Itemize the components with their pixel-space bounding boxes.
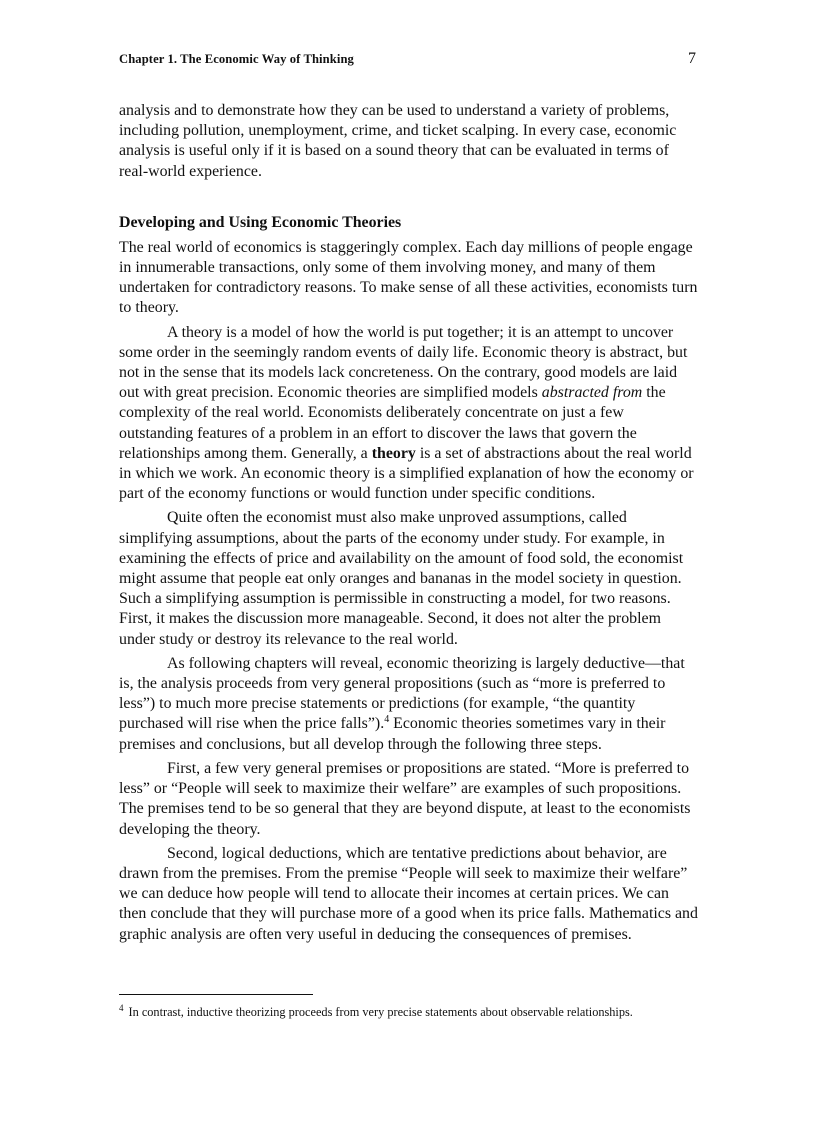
intro-paragraph: analysis and to demonstrate how they can be used to understand a variety of problems, including pollution, unemployment, crime, and ticket scalping. In every case, economic analysis is useful only if it is based on a sound theory that can be evaluated in terms of real-world experience. — [119, 102, 677, 180]
footnote — [119, 1004, 709, 1020]
paragraph-5: First, a few very general premises or propositions are stated. “More is preferred to less” or “People will seek to maximize their welfare” are examples of such propositions. The premises tend to be so general that they are beyond dispute, at least to the economists developing the theory. — [119, 759, 691, 838]
paragraph-3: Quite often the economist must also make unproved assumptions, called simplifying assumptions, about the parts of the economy under study. For example, in examining the effects of price and availability on the amount of food sold, the economist might assume that people eat only oranges and bananas in the model society in question. Such a simplifying assumption is permissible in constructing a model, for two reasons. First, it makes the discussion more manageable. Second, it does not alter the problem under study or destroy its relevance to the real world. — [119, 509, 684, 648]
page-number: 7 — [688, 50, 696, 67]
footnote-reference[interactable]: 4 — [384, 714, 390, 726]
footnote-divider — [119, 994, 313, 995]
body-text — [119, 101, 699, 945]
running-header — [119, 50, 696, 72]
chapter-title: Chapter 1. The Economic Way of Thinking — [119, 52, 354, 66]
paragraph-1: The real world of economics is staggeringly complex. Each day millions of people engage in innumerable transactions, only some of them involving money, and many of them undertaken for contradictory reasons. To make sense of all these activities, economists turn to theory. — [119, 238, 698, 317]
paragraph-6: Second, logical deductions, which are tentative predictions about behavior, are drawn from the premises. From the premise “People will seek to maximize their welfare” we can deduce how people will tend to allocate their incomes at certain prices. We can then conclude that they will purchase more of a good when its price falls. Mathematics and graphic analysis are often very useful in deducing the consequences of premises. — [119, 844, 698, 943]
paragraph-2-text-a: A theory is a model of how the world is put together; it is an attempt to uncover some order in the seemingly random events of daily life. Economic theory is abstract, but not in the sense that its models lack concreteness. On the contrary, good models are laid out with great precision. Economic theories are simplified models — [119, 323, 688, 402]
paragraph-4 — [119, 654, 699, 755]
paragraph-2 — [119, 323, 699, 505]
footnote-text: In contrast, inductive theorizing proceeds from very precise statements about observable relationships. — [128, 1005, 633, 1019]
emphasis-abstracted-from: abstracted from — [541, 384, 643, 402]
term-theory: theory — [371, 444, 416, 462]
paragraph-2-text-b: the complexity of the real world. Economists deliberately concentrate on just a few outstanding features of a problem in an effort to discover the laws that govern the relationships among them. Generally, a — [119, 384, 666, 462]
paragraph-4-text-a: As following chapters will reveal, economic theorizing is largely deductive—that is, the analysis proceeds from very general propositions (such as “more is preferred to less”) to much more precise statements or predictions (for example, “the quantity purchased will rise when the price falls”). — [119, 654, 685, 733]
section-heading: Developing and Using Economic Theories — [119, 213, 402, 231]
footnote-number: 4 — [119, 1003, 124, 1013]
paragraph-4-text-b: Economic theories sometimes vary in their premises and conclusions, but all develop through the following three steps. — [119, 715, 666, 753]
paragraph-2-text-c: is a set of abstractions about the real world in which we work. An economic theory is a simplified explanation of how the economy or part of the economy functions or would function under specific conditions. — [119, 444, 694, 503]
